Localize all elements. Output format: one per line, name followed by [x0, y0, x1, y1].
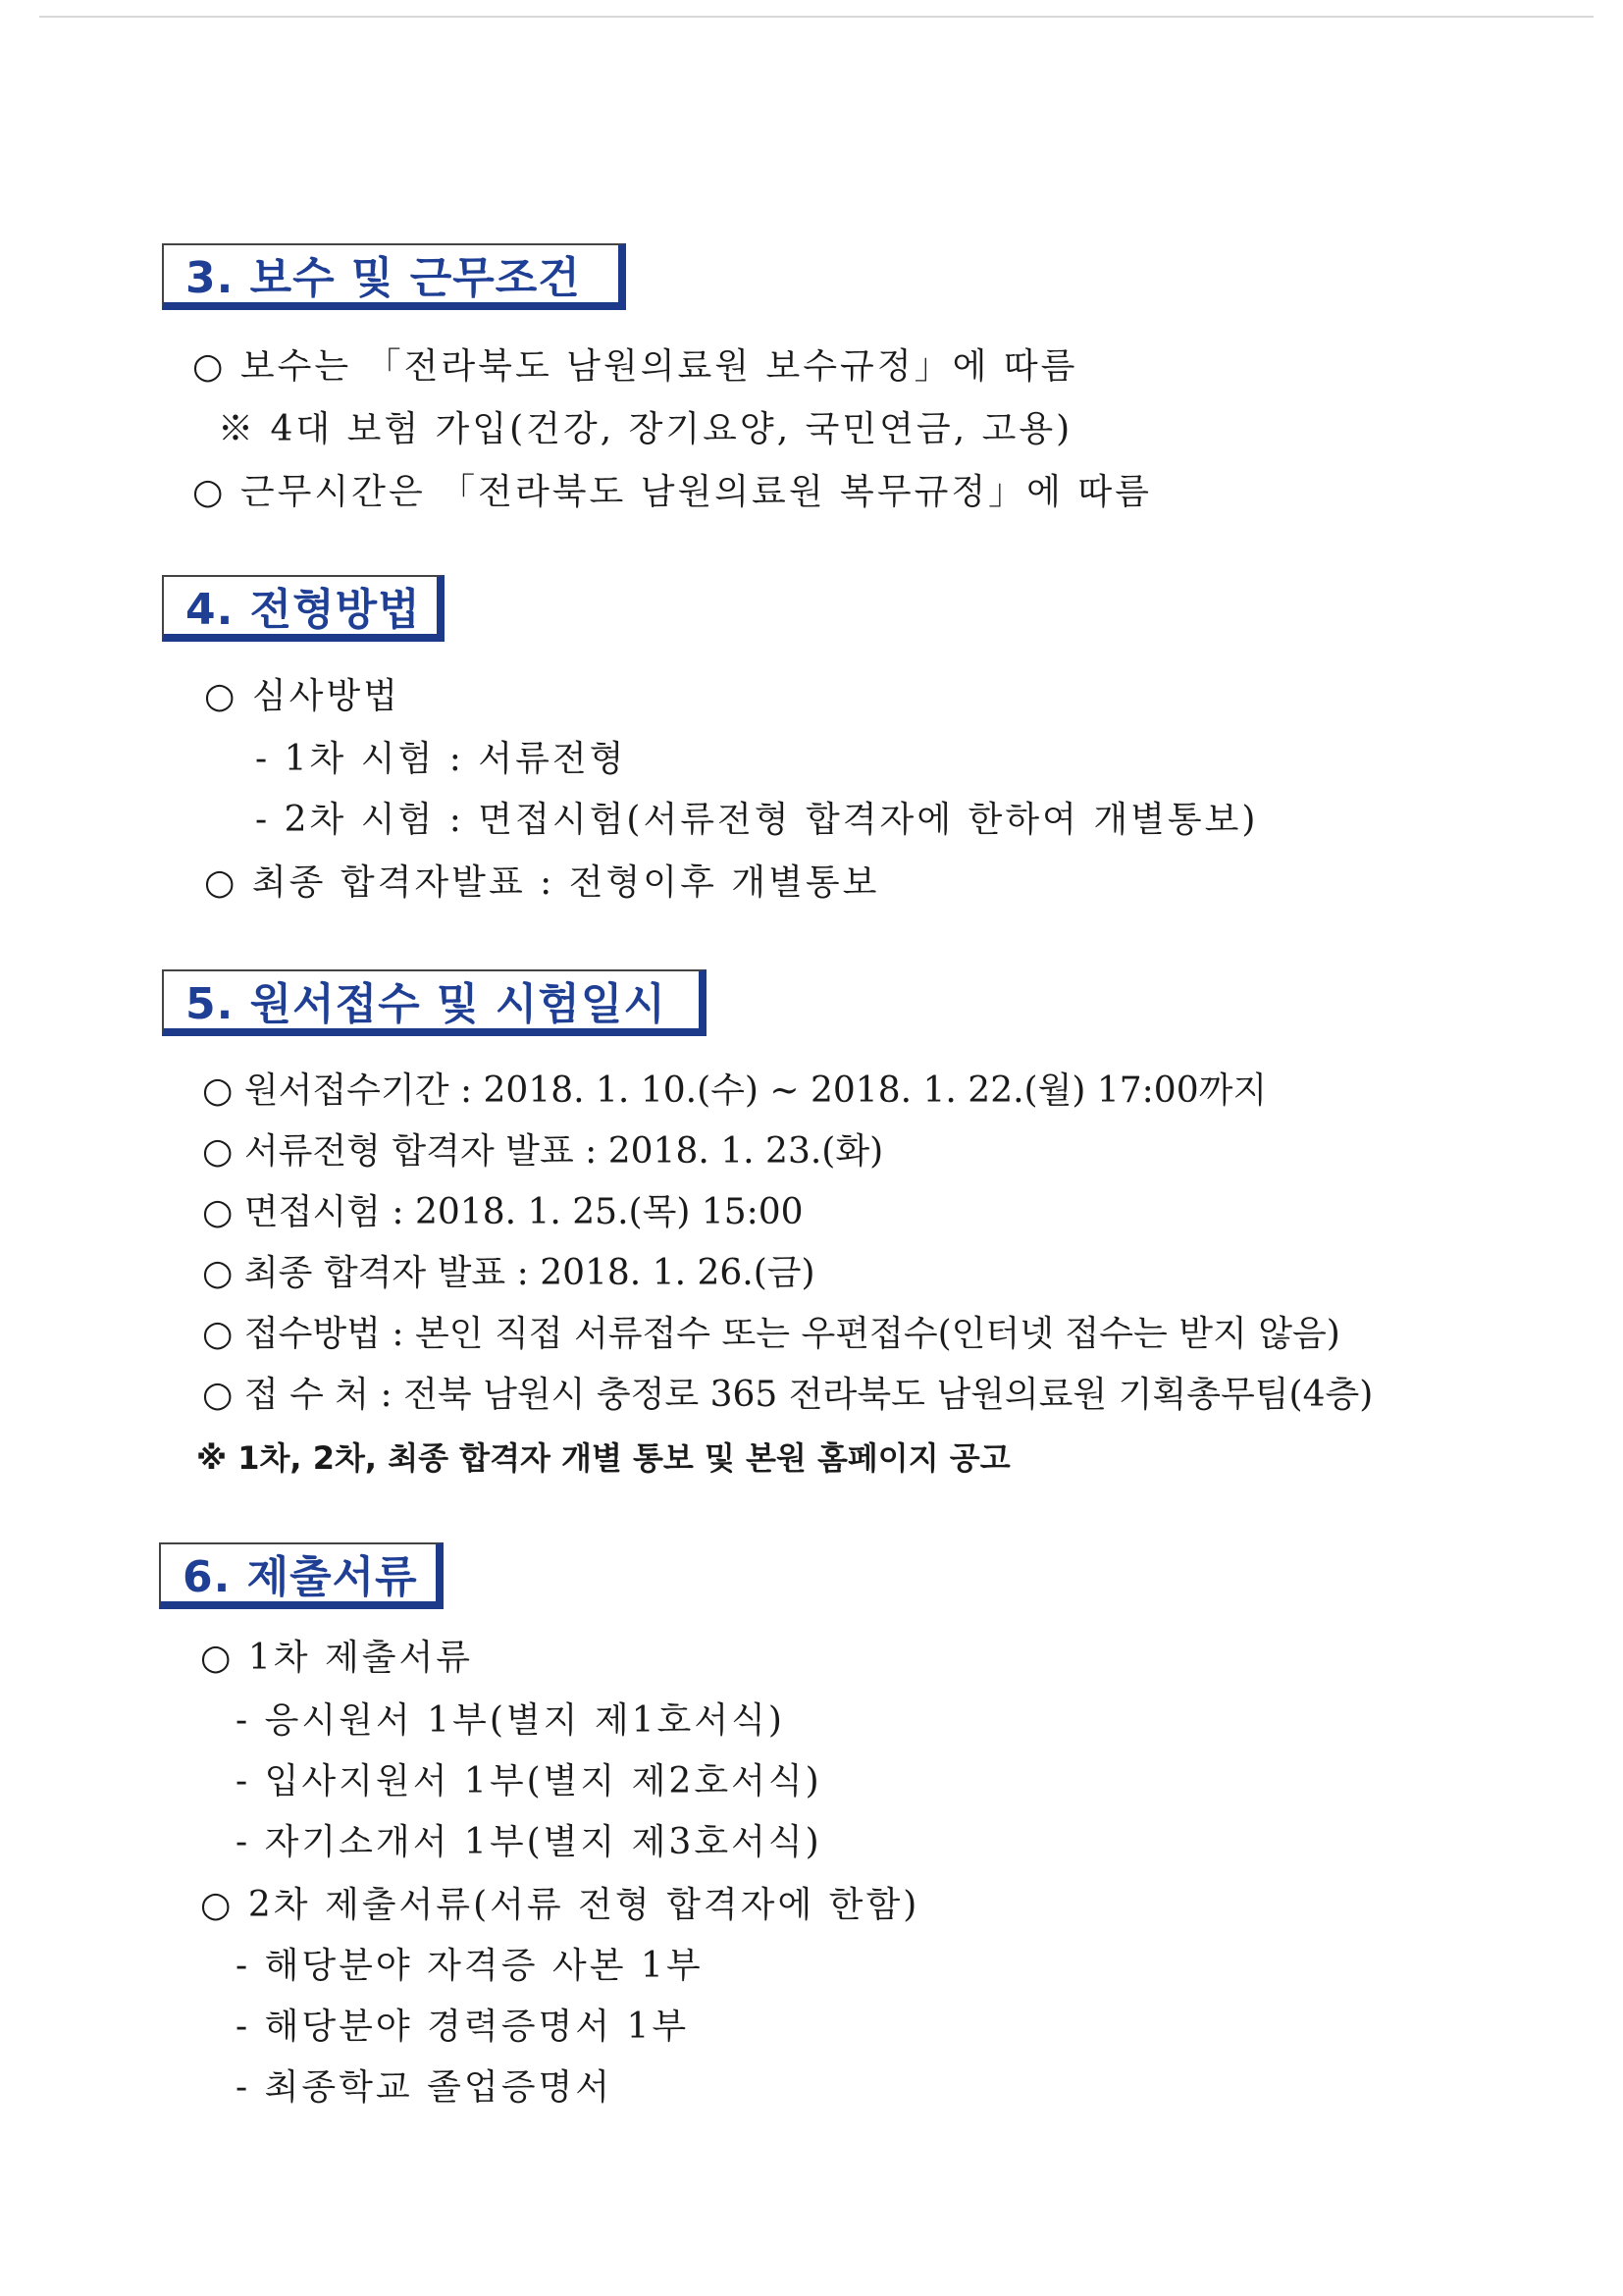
- section-5-title: 5. 원서접수 및 시험일시: [185, 979, 666, 1029]
- section-6-title: 6. 제출서류: [183, 1552, 418, 1602]
- section-3-line-1: ○ 보수는 「전라북도 남원의료원 보수규정」에 따름: [192, 346, 1078, 387]
- section-5-note: ※ 1차, 2차, 최종 합격자 개별 통보 및 본원 홈페이지 공고: [196, 1439, 1011, 1477]
- section-4-line-3: - 2차 시험 : 면접시험(서류전형 합격자에 한하여 개별통보): [255, 800, 1259, 840]
- section-5-line-3: ○ 면접시험 : 2018. 1. 25.(목) 15:00: [202, 1192, 804, 1232]
- section-4-header: [162, 575, 445, 642]
- section-6-line-3: - 입사지원서 1부(별지 제2호서식): [236, 1761, 822, 1801]
- section-4-line-4: ○ 최종 합격자발표 : 전형이후 개별통보: [204, 862, 880, 903]
- section-5-line-1: ○ 원서접수기간 : 2018. 1. 10.(수) ~ 2018. 1. 22.(월) 17:00까지: [202, 1070, 1268, 1111]
- section-6-line-2: - 응시원서 1부(별지 제1호서식): [236, 1700, 785, 1741]
- section-4-line-1: ○ 심사방법: [204, 676, 400, 716]
- section-6-header: [159, 1542, 444, 1609]
- section-6-line-1: ○ 1차 제출서류: [200, 1638, 474, 1678]
- section-6-line-5: ○ 2차 제출서류(서류 전형 합격자에 한함): [200, 1885, 920, 1925]
- section-6-line-4: - 자기소개서 1부(별지 제3호서식): [236, 1822, 822, 1862]
- section-4-title: 4. 전형방법: [185, 585, 421, 635]
- section-5-line-6: ○ 접 수 처 : 전북 남원시 충정로 365 전라북도 남원의료원 기획총무팀(4층): [202, 1375, 1374, 1415]
- top-rule: [39, 16, 1594, 18]
- section-3-line-3: ○ 근무시간은 「전라북도 남원의료원 복무규정」에 따름: [192, 472, 1152, 512]
- section-4-line-2: - 1차 시험 : 서류전형: [255, 739, 627, 779]
- section-5-line-2: ○ 서류전형 합격자 발표 : 2018. 1. 23.(화): [202, 1131, 884, 1172]
- section-3-title: 3. 보수 및 근무조건: [185, 253, 581, 303]
- section-3-header: [162, 243, 626, 310]
- section-5-line-5: ○ 접수방법 : 본인 직접 서류접수 또는 우편접수(인터넷 접수는 받지 않음): [202, 1314, 1340, 1354]
- section-5-line-4: ○ 최종 합격자 발표 : 2018. 1. 26.(금): [202, 1253, 815, 1293]
- section-6-line-8: - 최종학교 졸업증명서: [236, 2067, 613, 2108]
- section-3-line-2: ※ 4대 보험 가입(건강, 장기요양, 국민연금, 고용): [218, 409, 1073, 449]
- section-6-line-7: - 해당분야 경력증명서 1부: [236, 2007, 690, 2047]
- section-5-header: [162, 969, 707, 1036]
- section-6-line-6: - 해당분야 자격증 사본 1부: [236, 1946, 704, 1986]
